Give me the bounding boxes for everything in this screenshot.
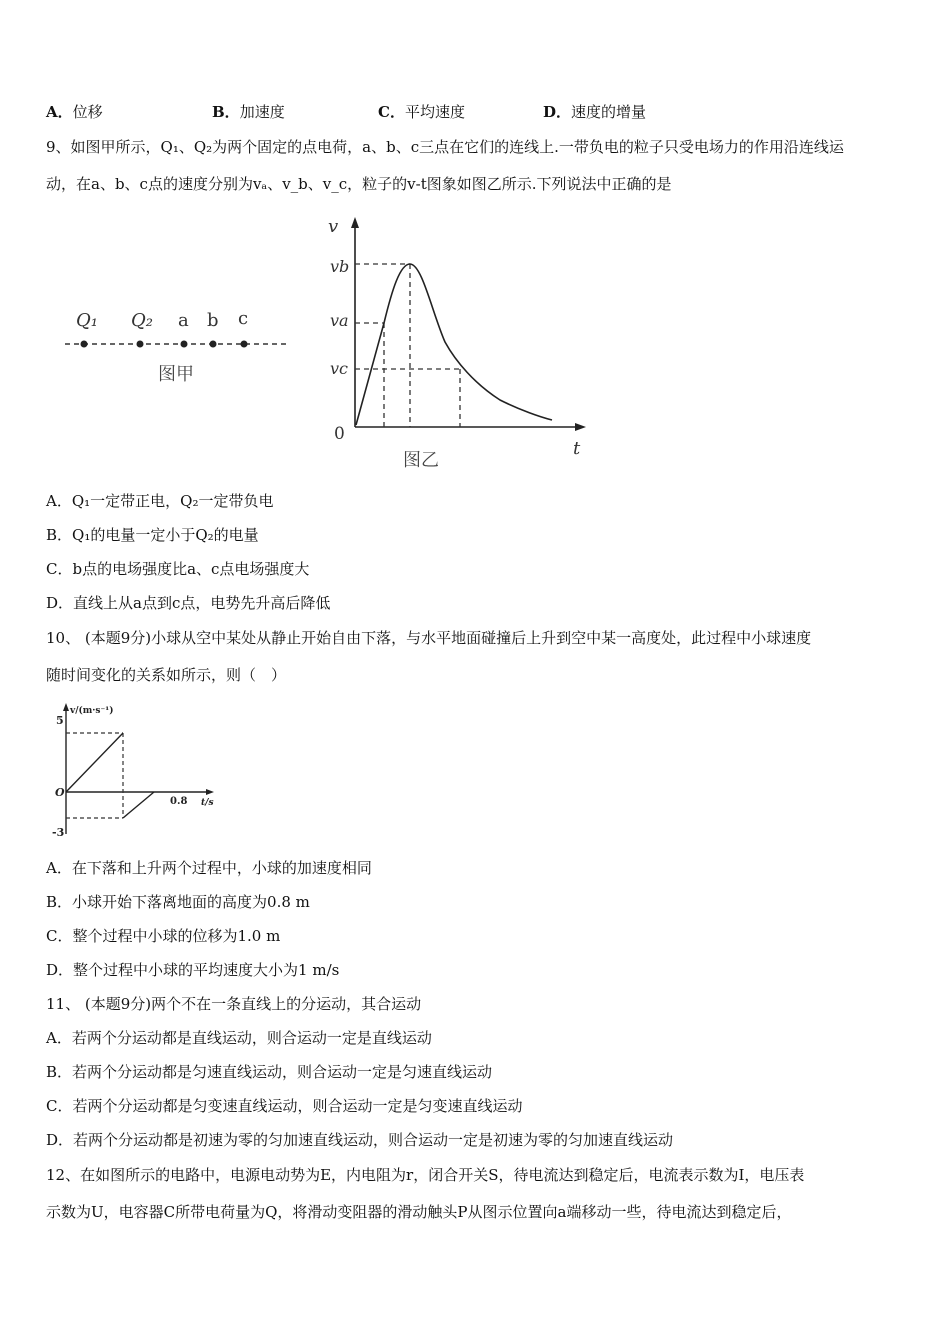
- q9-stem-line2: 动，在a、b、c点的速度分别为vₐ、v_b、v_c，粒子的v-t图象如图乙所示.下列说法中正确的是: [46, 175, 672, 193]
- t-axis-label: t: [573, 438, 581, 459]
- guide-lines: [66, 733, 123, 818]
- q11-option-b: B．若两个分运动都是匀速直线运动，则合运动一定是匀速直线运动: [46, 1063, 493, 1081]
- q8-option-b: B．加速度: [212, 103, 285, 121]
- q12-stem-line2: 示数为U，电容器C所带电荷量为Q，将滑动变阻器的滑动触头P从图示位置向a端移动一些，待电流达到稳定后，: [46, 1203, 792, 1221]
- t-axis-arrow: [206, 789, 214, 795]
- q11-stem: 11、 (本题9分)两个不在一条直线上的分运动，其合运动: [46, 995, 422, 1013]
- q8-option-c: C．平均速度: [378, 103, 465, 121]
- q9-stem-line1: 9、如图甲所示，Q₁、Q₂为两个固定的点电荷，a、b、c三点在它们的连线上.一带负电的粒子只受电场力的作用沿连线运: [46, 138, 844, 156]
- y-top-label: 5: [56, 714, 64, 727]
- guide-lines: [355, 264, 460, 427]
- vb-label: vb: [330, 257, 350, 276]
- caption-yi: 图乙: [403, 450, 439, 471]
- q9-option-c: C．b点的电场强度比a、c点电场强度大: [46, 560, 310, 578]
- q2-dot: [137, 341, 144, 348]
- q10-option-b: B．小球开始下落离地面的高度为0.8 m: [46, 893, 310, 911]
- y-axis-label: v/(m·s⁻¹): [70, 706, 114, 716]
- q11-option-d: D．若两个分运动都是初速为零的匀加速直线运动，则合运动一定是初速为零的匀加速直线运动: [46, 1131, 674, 1149]
- x-tick-label: 0.8: [170, 796, 188, 807]
- x-axis-label: t/s: [201, 798, 214, 808]
- q2-label: Q₂: [131, 310, 153, 331]
- q10-stem-line2: 随时间变化的关系如所示，则（ ）: [46, 666, 287, 684]
- b-label: b: [207, 310, 219, 331]
- figure-yi: [320, 212, 600, 474]
- vt-curve: [356, 264, 552, 425]
- b-dot: [210, 341, 217, 348]
- q9-option-b: B．Q₁的电量一定小于Q₂的电量: [46, 526, 259, 544]
- q10-stem-line1: 10、 (本题9分)小球从空中某处从静止开始自由下落，与水平地面碰撞后上升到空中某一高度处，此过程中小球速度: [46, 629, 812, 647]
- fall-line: [66, 733, 123, 792]
- caption-jia: 图甲: [158, 364, 194, 385]
- a-label: a: [178, 310, 189, 331]
- q10-option-a: A．在下落和上升两个过程中，小球的加速度相同: [46, 859, 372, 877]
- q1-label: Q₁: [76, 310, 98, 331]
- q9-option-a: A．Q₁一定带正电，Q₂一定带负电: [46, 492, 274, 510]
- q9-option-d: D．直线上从a点到c点，电势先升高后降低: [46, 594, 331, 612]
- q8-option-a: A．位移: [46, 103, 103, 121]
- q10-option-d: D．整个过程中小球的平均速度大小为1 m/s: [46, 961, 340, 979]
- c-label: c: [238, 308, 249, 329]
- origin-label: O: [55, 786, 65, 799]
- figure-q10: [44, 700, 224, 842]
- q1-dot: [81, 341, 88, 348]
- figure-jia: [60, 300, 300, 395]
- rise-line: [123, 792, 154, 818]
- q8-option-d: D．速度的增量: [543, 103, 647, 121]
- v-axis-arrow: [63, 703, 69, 711]
- q11-option-a: A．若两个分运动都是直线运动，则合运动一定是直线运动: [46, 1029, 432, 1047]
- v-axis-label: v: [328, 216, 339, 237]
- a-dot: [181, 341, 188, 348]
- vc-label: vc: [330, 359, 348, 378]
- v-axis-arrow: [351, 217, 359, 228]
- q12-stem-line1: 12、在如图所示的电路中，电源电动势为E，内电阻为r，闭合开关S，待电流达到稳定后，电流表示数为I，电压表: [46, 1166, 805, 1184]
- origin-label: 0: [334, 424, 345, 444]
- q11-option-c: C．若两个分运动都是匀变速直线运动，则合运动一定是匀变速直线运动: [46, 1097, 523, 1115]
- t-axis-arrow: [575, 423, 586, 431]
- y-bottom-label: -3: [52, 826, 65, 839]
- q10-option-c: C．整个过程中小球的位移为1.0 m: [46, 927, 281, 945]
- c-dot: [241, 341, 248, 348]
- va-label: va: [330, 311, 349, 330]
